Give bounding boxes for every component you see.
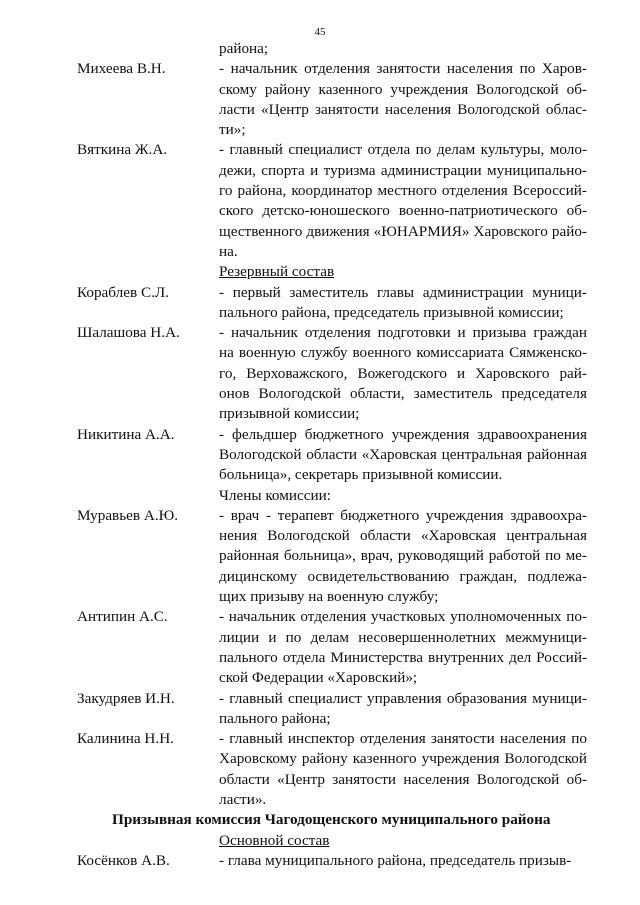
member-role <box>219 729 587 810</box>
member-role <box>219 425 587 486</box>
text-line: дежи, спорта и туризма администрации муниципально- <box>219 161 587 179</box>
text-line: Харовскому району казенного учреждения Вологодской <box>219 750 587 768</box>
member-entry <box>0 689 640 730</box>
text-line: - начальник отделения занятости населения по Харов- <box>219 60 587 78</box>
text-line: ласти». <box>219 790 267 808</box>
text-line: лиции и по делам несовершеннолетних межмуници- <box>219 628 587 646</box>
member-name: Кораблев С.Л. <box>77 283 169 301</box>
member-entry <box>0 729 640 810</box>
member-name: Михеева В.Н. <box>77 60 166 78</box>
text-line: пального отдела Министерства внутренних дел Россий- <box>219 648 587 666</box>
text-line: го, Верховажского, Вожегодского и Харовского рай- <box>219 364 587 382</box>
text-line: ского детско-юношеского военно-патриотического об- <box>219 202 587 220</box>
member-role <box>219 140 587 262</box>
text-line: - глава муниципального района, председатель призыв- <box>219 851 572 869</box>
text-line: дицинскому освидетельствованию граждан, подлежа- <box>219 567 587 585</box>
member-role <box>219 851 587 871</box>
member-entry <box>0 851 640 871</box>
member-role <box>219 323 587 424</box>
main-composition-heading: Основной состав <box>219 831 330 849</box>
text-line: скому району казенного учреждения Вологодской об- <box>219 80 587 98</box>
member-name: Муравьев А.Ю. <box>77 506 179 524</box>
text-line: на военную службу военного комиссариата Сямженско- <box>219 344 587 362</box>
text-line: района; <box>219 40 269 57</box>
member-entry <box>0 425 640 486</box>
text-line: - начальник отделения подготовки и призыва граждан <box>219 324 587 342</box>
text-line: на. <box>219 242 238 260</box>
member-entry <box>0 283 640 324</box>
member-role <box>219 607 587 688</box>
text-line: пального района, председатель призывной комиссии; <box>219 303 564 321</box>
text-line: - главный специалист управления образования муници- <box>219 689 587 707</box>
member-entry <box>0 140 640 262</box>
member-entry <box>0 323 640 424</box>
member-name: Шалашова Н.А. <box>77 324 180 342</box>
text-line: - начальник отделения участковых уполномоченных по- <box>219 608 587 626</box>
text-line: щих призыву на военную службу; <box>219 588 439 606</box>
section-title: Призывная комиссия Чагодощенского муниципального района <box>112 811 551 829</box>
text-line: районная больница», врач, руководящий работой по ме- <box>219 547 587 565</box>
text-line: ской Федерации «Харовский»; <box>219 669 418 687</box>
member-name: Антипин А.С. <box>77 608 168 626</box>
text-line: призывной комиссии; <box>219 405 360 423</box>
member-role <box>219 59 587 140</box>
text-line: Вологодской области «Харовская центральная районная <box>219 445 587 463</box>
member-role <box>219 506 587 607</box>
text-line: - первый заместитель главы администрации муници- <box>219 283 587 301</box>
text-line: ласти «Центр занятости населения Вологодской облас- <box>219 100 587 118</box>
text-line: области «Центр занятости населения Вологодской об- <box>219 770 587 788</box>
member-entry <box>0 59 640 140</box>
text-line: - главный специалист отдела по делам культуры, моло- <box>219 141 587 159</box>
member-entry <box>0 506 640 607</box>
text-line: пального района; <box>219 709 331 727</box>
member-name: Косёнков А.В. <box>77 851 170 869</box>
text-line: больница», секретарь призывной комиссии. <box>219 466 503 484</box>
text-line: - врач - терапевт бюджетного учреждения здравоохра- <box>219 506 587 524</box>
member-name: Вяткина Ж.А. <box>77 141 168 159</box>
text-line: щественного движения «ЮНАРМИЯ» Харовского райо- <box>219 222 587 240</box>
member-entry <box>0 607 640 688</box>
text-line: онов Вологодской области, заместитель председателя <box>219 385 587 403</box>
text-line: - главный инспектор отделения занятости населения по <box>219 730 587 748</box>
member-role <box>219 283 587 324</box>
text-line: - фельдшер бюджетного учреждения здравоохранения <box>219 425 587 443</box>
member-role <box>219 689 587 730</box>
member-name: Закудряев И.Н. <box>77 689 175 707</box>
text-line: нения Вологодской области «Харовская центральная <box>219 527 587 545</box>
text-line: ти»; <box>219 121 246 139</box>
member-name: Калинина Н.Н. <box>77 730 174 748</box>
text-line: го района, координатор местного отделения Всероссий- <box>219 182 587 200</box>
reserve-heading: Резервный состав <box>219 263 335 281</box>
page-number: 45 <box>314 26 326 38</box>
member-name: Никитина А.А. <box>77 425 175 443</box>
continued-text <box>219 39 587 59</box>
document-body <box>0 39 640 871</box>
members-heading: Члены комиссии: <box>219 486 331 504</box>
